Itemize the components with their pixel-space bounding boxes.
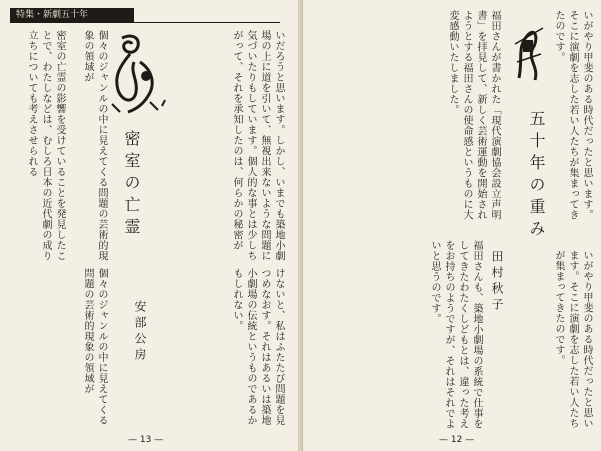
body-text-bottom-right: 福田さんも、築地小劇場の系統で仕事をしてきたわたくしどもとは、違った考えをお持ちのようですが、それはそれでよいと思うのです。: [429, 240, 482, 429]
ink-illustration: [509, 18, 549, 88]
page-number-left: — 13 —: [128, 435, 164, 445]
figure-illustration: [100, 32, 170, 118]
body-text-bottom-far: いがやり甲斐のある時代だったと思います。そこに演劇を志した若い人たちが集まってきたのです。: [553, 250, 592, 429]
header-rule: [10, 22, 280, 23]
article-author: 安部公房: [133, 300, 147, 364]
article-title-right: 五十年の重み: [527, 110, 546, 242]
body-text-top-right: いがやり甲斐のある時代だったと思います。そこに演劇を志した若い人たちが集まってきたのです。: [553, 10, 592, 220]
body-text-bottom-left: 個々のジャンルの中に見えてくる問題の芸術的現象の領域が: [82, 268, 107, 426]
left-page: [0, 0, 299, 451]
feature-header: 特集・新劇五十年: [10, 8, 134, 22]
body-text-bottom: けないと、私はふたたび問題を見つめなおす。それはあるいは築地小劇場の伝統というものであるかもしれない。: [231, 268, 284, 426]
body-text-top-left: 福田さんが書かれた「現代演劇協会設立声明書」を拝見して、新しく芸術運動を開始されようとする福田さんの使命感というものに大変感動いたしました。: [447, 10, 500, 220]
body-text-middle: 個々のジャンルの中に見えてくる問題の芸術的現象の領域が: [82, 30, 107, 261]
body-text-left: 密室の亡霊の影響を受けていることを発見したことで、わたしなどは、むしろ日本の近代劇の成り立ちについても考えさせられる: [26, 30, 65, 261]
right-page: [302, 0, 601, 451]
page-number-right: — 12 —: [439, 435, 475, 445]
article-author-right: 田村秋子: [490, 250, 504, 314]
body-text-right: いだろうと思います。しかし、いまでも築地小劇場の上に道を引いて、無視出来ないような問題に気づいたりもしています。個人的な事とは少しちがって、それを承知したのは、何らかの秘密が: [231, 30, 284, 261]
article-title: 密室の亡霊: [122, 130, 141, 240]
